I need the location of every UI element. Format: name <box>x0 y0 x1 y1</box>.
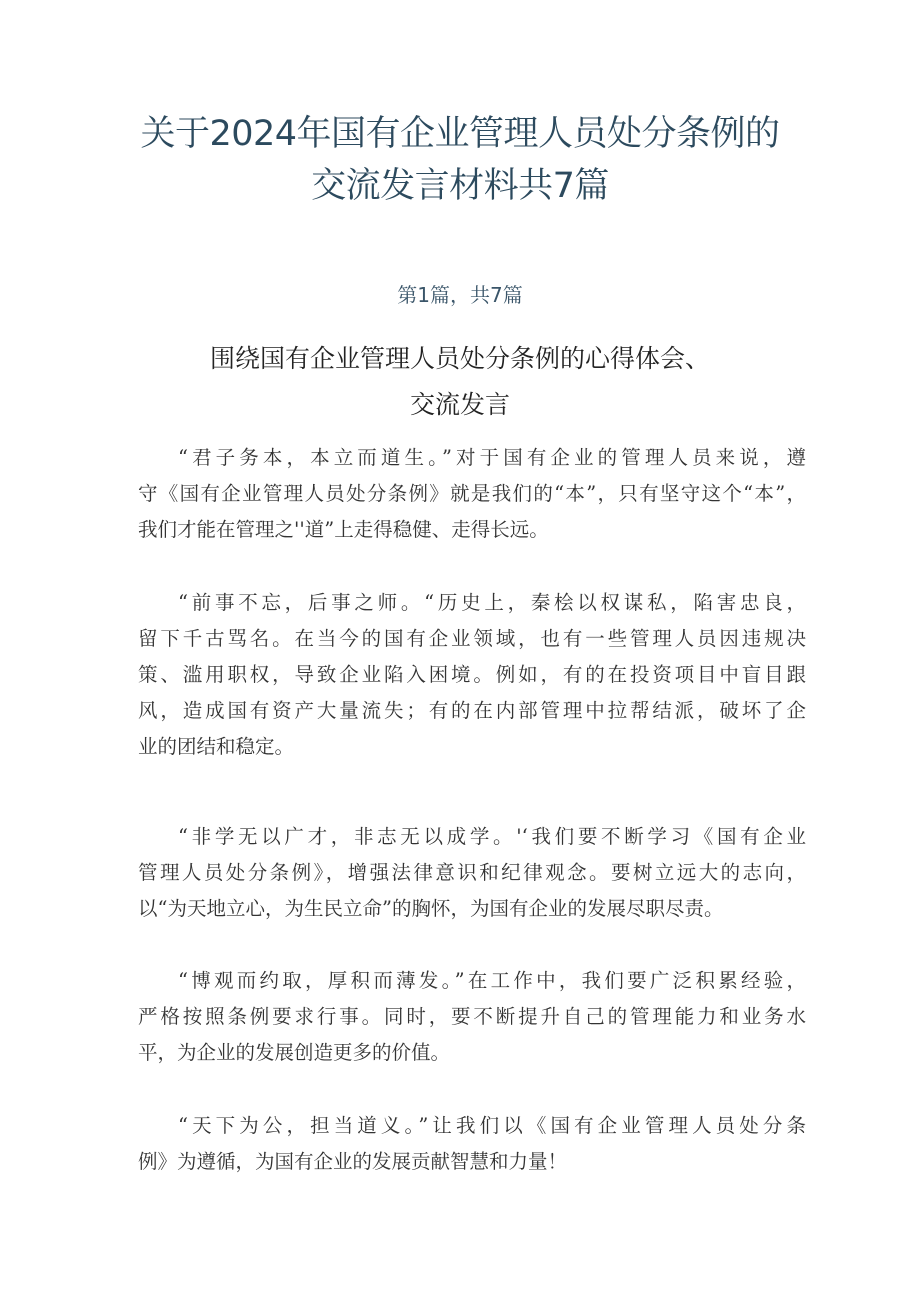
paragraph-line: “前事不忘，后事之师。“历史上，秦桧以权谋私，陷害忠良， <box>178 591 806 614</box>
section-title <box>160 336 760 428</box>
paragraph-line: 守《国有企业管理人员处分条例》就是我们的“本”，只有坚守这个“本”， <box>138 482 806 505</box>
paragraph-line: “天下为公，担当道义。”让我们以《国有企业管理人员处分条 <box>178 1114 806 1137</box>
paragraph-line: 策、滥用职权，导致企业陷入困境。例如，有的在投资项目中盲目跟 <box>138 663 806 686</box>
paragraph-line: 严格按照条例要求行事。同时，要不断提升自己的管理能力和业务水 <box>138 1005 806 1028</box>
paragraph-5 <box>138 1108 806 1180</box>
paragraph-line: 平，为企业的发展创造更多的价值。 <box>138 1041 451 1064</box>
paragraph-1 <box>138 440 806 548</box>
paragraph-line: 例》为遵循，为国有企业的发展贡献智慧和力量！ <box>138 1150 568 1173</box>
paragraph-4 <box>138 963 806 1071</box>
paragraph-line: 我们才能在管理之''道”上走得稳健、走得长远。 <box>138 518 549 541</box>
paragraph-3 <box>138 819 806 927</box>
paragraph-line: 业的团结和稳定。 <box>138 735 295 758</box>
paragraph-line: 风，造成国有资产大量流失；有的在内部管理中拉帮结派，破坏了企 <box>138 699 806 722</box>
paragraph-line: “博观而约取，厚积而薄发。”在工作中，我们要广泛积累经验， <box>178 969 806 992</box>
document-title-line-1: 关于2024年国有企业管理人员处分条例的 <box>140 114 780 154</box>
paragraph-2 <box>138 585 806 765</box>
paragraph-line: “非学无以广才，非志无以成学。'‘我们要不断学习《国有企业 <box>178 825 806 848</box>
paragraph-line: 留下千古骂名。在当今的国有企业领域，也有一些管理人员因违规决 <box>138 627 806 650</box>
paragraph-line: 以“为天地立心，为生民立命”的胸怀，为国有企业的发展尽职尽责。 <box>138 897 724 920</box>
document-title <box>100 108 820 212</box>
section-title-line-1: 围绕国有企业管理人员处分条例的心得体会、 <box>209 344 710 373</box>
section-title-line-2: 交流发言 <box>409 390 510 419</box>
document-title-line-2: 交流发言材料共7篇 <box>311 166 609 206</box>
part-label: 第1篇，共7篇 <box>397 283 523 307</box>
paragraph-line: “君子务本，本立而道生。”对于国有企业的管理人员来说，遵 <box>178 446 806 469</box>
paragraph-line: 管理人员处分条例》，增强法律意识和纪律观念。要树立远大的志向， <box>138 861 806 884</box>
